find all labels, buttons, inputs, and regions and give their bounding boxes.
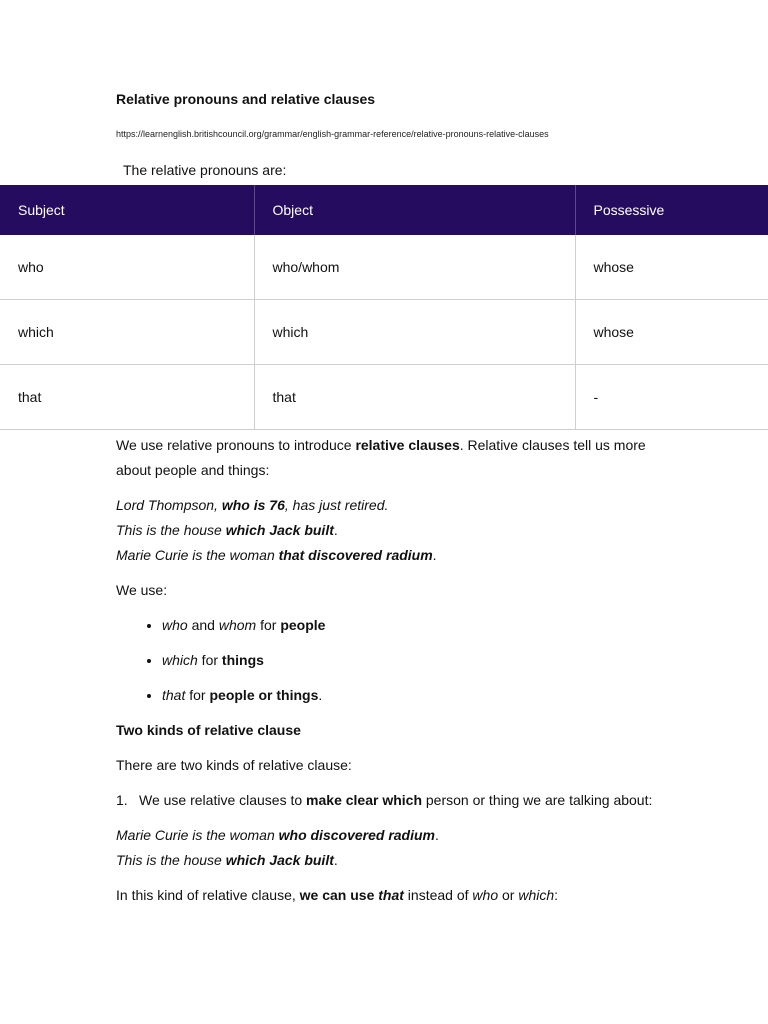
paragraph-two-kinds: There are two kinds of relative clause: — [116, 757, 352, 773]
usage-list — [116, 613, 656, 708]
item-number: 1. — [116, 792, 128, 808]
table-cell: - — [575, 365, 768, 430]
bold-italic-text: that discovered radium — [278, 547, 433, 563]
italic-text: This is the house — [116, 852, 226, 868]
body-text — [116, 433, 656, 918]
intro-text: The relative pronouns are: — [123, 162, 287, 178]
italic-text: whom — [218, 617, 257, 633]
source-url[interactable]: https://learnenglish.britishcouncil.org/grammar/english-grammar-reference/relative-pronouns-relative-clauses — [116, 129, 549, 139]
italic-text: Marie Curie is the woman — [116, 827, 279, 843]
table-row — [0, 365, 768, 430]
text: . — [432, 547, 437, 563]
italic-text: which — [162, 652, 198, 668]
text: We use relative pronouns to introduce — [116, 437, 356, 453]
numbered-item — [116, 788, 656, 813]
bold-italic-text: which Jack built — [225, 522, 334, 538]
text: instead of — [403, 887, 473, 903]
table-cell: that — [0, 365, 254, 430]
text: : — [554, 887, 559, 903]
italic-text: Marie Curie is the woman — [116, 547, 279, 563]
list-item — [162, 683, 656, 708]
text: . — [333, 852, 338, 868]
table-header-row — [0, 185, 768, 235]
header-subject: Subject — [0, 185, 254, 235]
italic-text: This is the house — [116, 522, 226, 538]
text: or — [498, 887, 519, 903]
text: and — [187, 617, 219, 633]
bold-text: people — [280, 617, 326, 633]
header-possessive: Possessive — [575, 185, 768, 235]
example-sentence — [116, 493, 656, 518]
bold-text: we can use — [299, 887, 379, 903]
bold-text: things — [221, 652, 264, 668]
table-row — [0, 235, 768, 300]
table-cell: which — [254, 300, 575, 365]
table-cell: which — [0, 300, 254, 365]
text: . — [435, 827, 439, 843]
header-object: Object — [254, 185, 575, 235]
bold-text: relative clauses — [355, 437, 460, 453]
table-cell: who/whom — [254, 235, 575, 300]
text: . — [318, 687, 323, 703]
text: for — [197, 652, 222, 668]
example-sentence — [116, 543, 656, 568]
table-cell: who — [0, 235, 254, 300]
italic-text: , has just retired — [284, 497, 385, 513]
bold-italic-text: which Jack built — [225, 852, 334, 868]
relative-pronouns-table — [0, 185, 768, 430]
list-item — [162, 613, 656, 638]
text: for — [256, 617, 281, 633]
we-use-label: We use: — [116, 582, 168, 598]
table-cell: whose — [575, 300, 768, 365]
example-sentence — [116, 848, 656, 873]
bold-italic-text: who discovered radium — [278, 827, 435, 843]
table-cell: that — [254, 365, 575, 430]
italic-text: Lord Thompson, — [116, 497, 222, 513]
text: We use relative clauses to — [139, 792, 307, 808]
example-sentence — [116, 518, 656, 543]
example-sentence — [116, 823, 656, 848]
text: person or thing we are talking about: — [422, 792, 653, 808]
bold-italic-text: who is 76 — [221, 497, 285, 513]
page-title: Relative pronouns and relative clauses — [116, 91, 376, 107]
italic-text: that — [162, 687, 186, 703]
bold-italic-text: that — [378, 887, 404, 903]
text: for — [185, 687, 210, 703]
paragraph-use-that — [116, 883, 656, 908]
bold-text: people or things — [209, 687, 319, 703]
italic-text: . — [384, 497, 389, 513]
section-heading: Two kinds of relative clause — [116, 722, 301, 738]
text: . — [333, 522, 338, 538]
text: . Relative clauses tell us more about people and things: — [116, 437, 646, 478]
italic-text: which — [518, 887, 555, 903]
list-item — [162, 648, 656, 673]
italic-text: who — [162, 617, 188, 633]
text: In this kind of relative clause, — [116, 887, 300, 903]
table-cell: whose — [575, 235, 768, 300]
paragraph-relative-clauses — [116, 433, 656, 483]
bold-text: make clear which — [306, 792, 422, 808]
italic-text: who — [472, 887, 499, 903]
table-row — [0, 300, 768, 365]
